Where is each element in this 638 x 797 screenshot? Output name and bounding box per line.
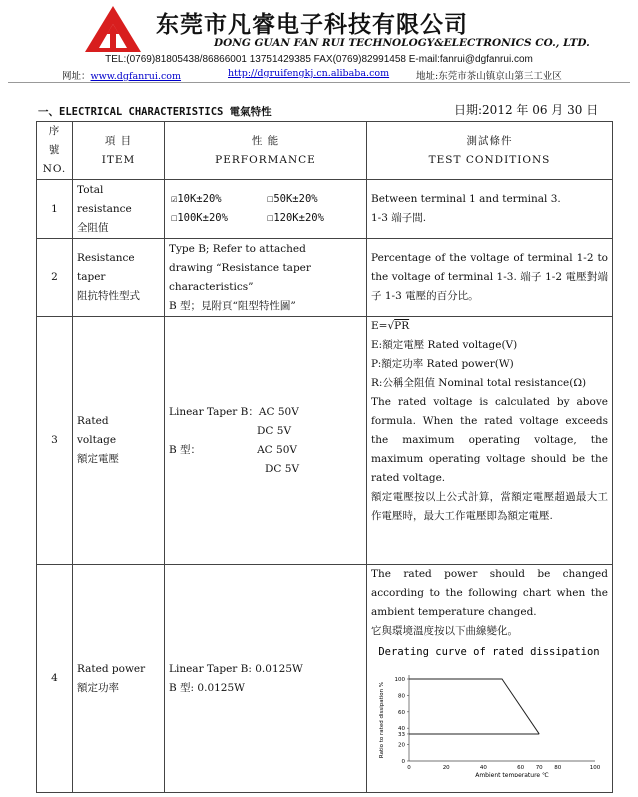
row-item: Resistance taper 阻抗特性型式 <box>73 239 165 317</box>
header-item: 項 目 ITEM <box>73 122 165 180</box>
header-divider <box>8 82 630 83</box>
header-test-conditions: 測試條件 TEST CONDITIONS <box>367 122 613 180</box>
option-10k[interactable]: ☑10K±20% <box>171 193 222 205</box>
y-tick-label: 40 <box>398 726 405 733</box>
y-tick-label: 0 <box>401 759 405 765</box>
x-tick-label: 60 <box>517 765 525 771</box>
company-logo <box>83 4 143 54</box>
company-name-cn: 东莞市凡睿电子科技有限公司 <box>156 12 468 38</box>
option-50k[interactable]: ☐50K±20% <box>267 193 318 205</box>
y-tick-label: 33 <box>398 731 405 738</box>
y-tick-label: 80 <box>398 693 405 700</box>
checkbox-icon: ☐ <box>171 212 178 224</box>
row-test: Between terminal 1 and terminal 3. 1-3 端子間. <box>367 180 613 239</box>
y-tick-label: 60 <box>398 709 405 716</box>
x-tick-label: 80 <box>554 765 562 771</box>
x-axis-label: Ambient temperature ℃ <box>475 772 549 777</box>
row-performance: Linear Taper B: 0.0125W B 型: 0.0125W <box>165 565 367 793</box>
table-row <box>37 565 613 793</box>
resistance-options <box>165 180 367 239</box>
row-test: The rated power should be changed according to the following chart when the ambient temperature changed. 它與環境溫度按以下曲線變化。 Derating curve of rated dissipation 0 20 33 40 60 80 100 0 20 40 60 70 80 100 Ambient temperature ℃ Ratio to rated dissipation % <box>367 565 613 793</box>
spec-table <box>36 121 613 793</box>
x-tick-label: 40 <box>479 765 487 771</box>
option-100k[interactable]: ☐100K±20% <box>171 212 228 224</box>
row-performance: Type B; Refer to attached drawing “Resistance taper characteristics” B 型；見附頁“阻型特性圖” <box>165 239 367 317</box>
address: 地址:东莞市茶山镇京山第三工业区 <box>416 71 562 82</box>
x-tick-label: 20 <box>442 765 450 771</box>
website-link[interactable]: www.dgfanrui.com <box>90 71 182 82</box>
y-tick-label: 20 <box>398 742 405 749</box>
x-tick-label: 70 <box>535 765 543 771</box>
x-tick-label: 100 <box>589 765 601 771</box>
row-performance: Linear Taper B：AC 50V DC 5V B 型： AC 50V DC 5V <box>165 317 367 565</box>
checkbox-checked-icon: ☑ <box>171 193 178 205</box>
alibaba-block <box>228 68 389 79</box>
table-row <box>37 239 613 317</box>
y-axis-label: Ratio to rated dissipation % <box>379 681 385 759</box>
checkbox-icon: ☐ <box>267 193 274 205</box>
row-no: 3 <box>37 317 73 565</box>
series-line-0 <box>409 679 539 734</box>
document-date: 日期:2012 年 06 月 30 日 <box>454 103 599 117</box>
x-tick-label: 0 <box>407 765 411 771</box>
table-row <box>37 317 613 565</box>
row-test: Percentage of the voltage of terminal 1-2 to the voltage of terminal 1-3. 端子 1-2 電壓對端子 1-3 電壓的百分比。 <box>367 239 613 317</box>
contact-line: TEL:(0769)81805438/86866001 13751429385 FAX(0769)82991458 E-mail:fanrui@dgfanrui.com <box>105 54 533 65</box>
option-120k[interactable]: ☐120K±20% <box>267 212 324 224</box>
formula: E=√PR <box>371 320 410 332</box>
row-item: Rated voltage 額定電壓 <box>73 317 165 565</box>
header-no: 序 號 NO. <box>37 122 73 180</box>
row-no: 2 <box>37 239 73 317</box>
alibaba-link[interactable]: http://dgruifengkj.cn.alibaba.com <box>228 68 390 79</box>
chart-title: Derating curve of rated dissipation <box>378 646 600 658</box>
checkbox-icon: ☐ <box>267 212 274 224</box>
y-tick-label: 100 <box>394 677 405 683</box>
row-no: 1 <box>37 180 73 239</box>
company-name-en: DONG GUAN FAN RUI TECHNOLOGY&ELECTRONICS CO., LTD. <box>214 37 590 49</box>
table-header <box>37 122 613 180</box>
section-title: 一、ELECTRICAL CHARACTERISTICS 電氣特性 <box>38 106 272 118</box>
header-performance: 性 能 PERFORMANCE <box>165 122 367 180</box>
row-item: Total resistance 全阻值 <box>73 180 165 239</box>
row-no: 4 <box>37 565 73 793</box>
table-row <box>37 180 613 239</box>
website-block <box>62 68 181 82</box>
derating-chart <box>371 643 607 777</box>
row-test: E=√PR E:額定電壓 Rated voltage(V) P:額定功率 Rated power(W) R:公稱全阻值 Nominal total resistance(Ω) The rated voltage is calculated by above formula. When the rated voltage exceeds the maximum operating voltage, the maximum operating voltage should be the rated voltage. 額定電壓按以上公式計算，當額定電壓超過最大工作電壓時，最大工作電壓即為額定電壓. <box>367 317 613 565</box>
website-label: 网址： <box>62 71 91 82</box>
row-item: Rated power 額定功率 <box>73 565 165 793</box>
